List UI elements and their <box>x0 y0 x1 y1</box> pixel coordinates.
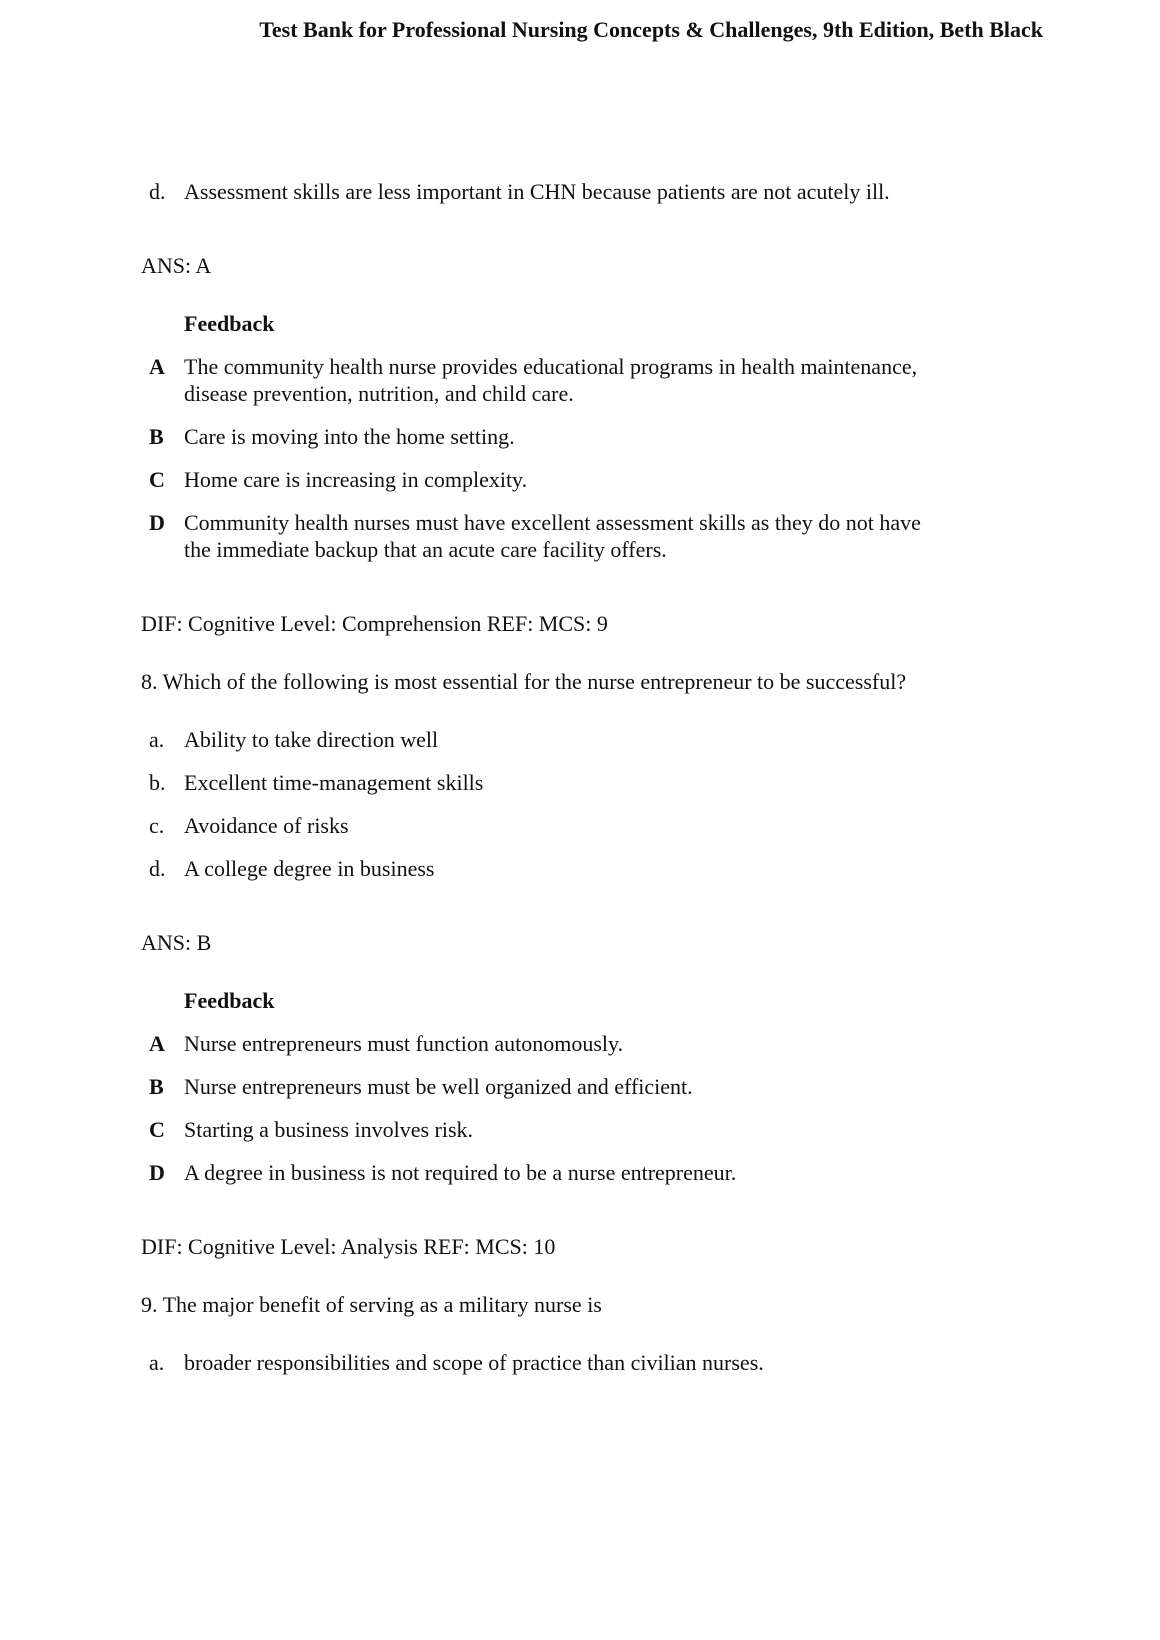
q7-answer: ANS: A <box>141 253 212 278</box>
feedback-letter: A <box>149 354 165 379</box>
q8-answer: ANS: B <box>141 930 212 955</box>
q7-feedback-d <box>141 509 1021 563</box>
feedback-letter: C <box>149 467 165 492</box>
feedback-text: A degree in business is not required to be a nurse entrepreneur. <box>184 1160 737 1185</box>
q8-option-d <box>141 855 1021 882</box>
option-letter: d. <box>149 856 166 881</box>
q8-feedback-d <box>141 1159 1021 1186</box>
feedback-letter: D <box>149 510 165 535</box>
option-text: A college degree in business <box>184 856 435 881</box>
feedback-letter: B <box>149 424 164 449</box>
q7-feedback-b <box>141 423 1021 450</box>
feedback-text: Starting a business involves risk. <box>184 1117 474 1142</box>
q9-option-a <box>141 1349 1021 1376</box>
feedback-letter: C <box>149 1117 165 1142</box>
feedback-letter: D <box>149 1160 165 1185</box>
q8-feedback-c <box>141 1116 1021 1143</box>
option-text: Excellent time-management skills <box>184 770 484 795</box>
page-header: Test Bank for Professional Nursing Concepts & Challenges, 9th Edition, Beth Black <box>259 17 1043 42</box>
feedback-letter: B <box>149 1074 164 1099</box>
option-text: broader responsibilities and scope of practice than civilian nurses. <box>184 1350 764 1375</box>
feedback-text: Care is moving into the home setting. <box>184 424 515 449</box>
feedback-letter: A <box>149 1031 165 1056</box>
q8-question: 8. Which of the following is most essential for the nurse entrepreneur to be successful? <box>141 669 907 694</box>
option-letter: d. <box>149 179 166 204</box>
q7-feedback-c <box>141 466 1021 493</box>
q8-option-c <box>141 812 1021 839</box>
q7-option-d <box>141 178 1021 205</box>
feedback-text: Nurse entrepreneurs must function autonomously. <box>184 1031 624 1056</box>
feedback-text: The community health nurse provides educational programs in health maintenance, disease prevention, nutrition, and child care. <box>184 354 918 406</box>
q8-feedback-b <box>141 1073 1021 1100</box>
option-letter: a. <box>149 727 165 752</box>
option-text: Avoidance of risks <box>184 813 349 838</box>
q8-dif-ref: DIF: Cognitive Level: Analysis REF: MCS: 10 <box>141 1234 556 1259</box>
option-text: Assessment skills are less important in CHN because patients are not acutely ill. <box>184 179 890 204</box>
option-letter: a. <box>149 1350 165 1375</box>
feedback-text: Nurse entrepreneurs must be well organized and efficient. <box>184 1074 693 1099</box>
q9-question: 9. The major benefit of serving as a military nurse is <box>141 1292 602 1317</box>
q8-feedback-heading: Feedback <box>184 988 275 1013</box>
feedback-text: Home care is increasing in complexity. <box>184 467 528 492</box>
feedback-text: Community health nurses must have excellent assessment skills as they do not have the immediate backup that an acute care facility offers. <box>184 510 921 562</box>
q8-option-a <box>141 726 1021 753</box>
option-letter: c. <box>149 813 165 838</box>
document-content <box>141 178 1021 1392</box>
q7-dif-ref: DIF: Cognitive Level: Comprehension REF: MCS: 9 <box>141 611 608 636</box>
option-letter: b. <box>149 770 166 795</box>
q8-feedback-a <box>141 1030 1021 1057</box>
option-text: Ability to take direction well <box>184 727 439 752</box>
q7-feedback-a <box>141 353 1021 407</box>
q8-option-b <box>141 769 1021 796</box>
q7-feedback-heading: Feedback <box>184 311 275 336</box>
